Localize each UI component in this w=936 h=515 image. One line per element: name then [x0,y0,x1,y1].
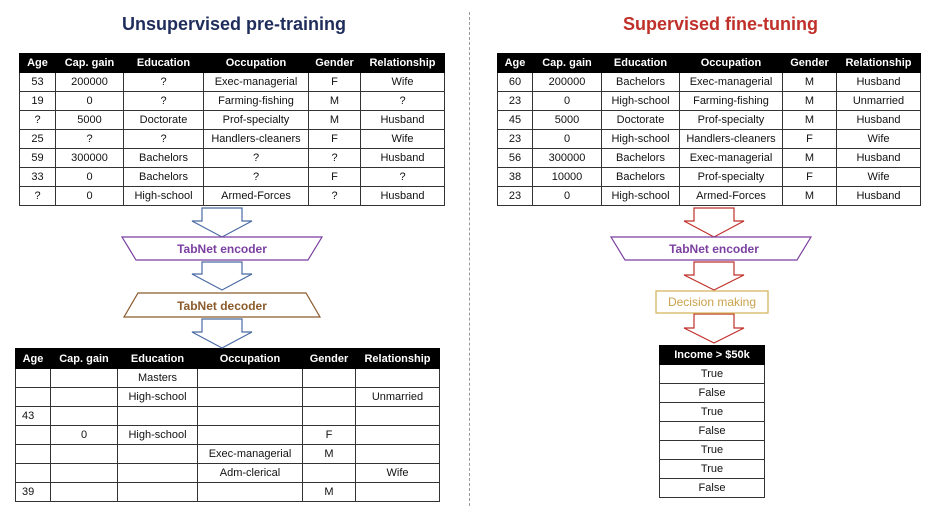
column-header: Education [602,54,680,73]
table-cell: High-school [118,426,198,445]
table-cell: Husband [837,111,921,130]
table-cell: 300000 [533,149,602,168]
income-cell: False [660,479,765,498]
table-cell: Bachelors [602,73,680,92]
table-cell: High-school [602,130,680,149]
column-header: Age [16,349,51,369]
table-cell: 0 [533,92,602,111]
table-cell: 5000 [56,111,124,130]
column-header: Occupation [204,54,309,73]
table-cell: 19 [20,92,56,111]
table-cell: Wife [356,464,440,483]
table-cell: Exec-managerial [198,445,303,464]
table-cell: Bachelors [124,168,204,187]
table-cell: Prof-specialty [680,168,783,187]
table-cell: Husband [361,187,445,206]
table-cell: ? [124,130,204,149]
table-cell: ? [309,149,361,168]
left-encoder-label: TabNet encoder [177,242,267,256]
table-cell: Masters [118,369,198,388]
table-cell: 5000 [533,111,602,130]
table-cell: 53 [20,73,56,92]
column-header: Cap. gain [51,349,118,369]
table-cell: Exec-managerial [680,149,783,168]
table-cell: 0 [56,187,124,206]
table-cell: Adm-clerical [198,464,303,483]
table-cell: 0 [51,426,118,445]
table-cell: 10000 [533,168,602,187]
table-cell: Husband [837,187,921,206]
table-cell: F [303,426,356,445]
table-cell: M [783,92,837,111]
income-cell: True [660,460,765,479]
column-header: Age [498,54,533,73]
table-cell: 0 [56,168,124,187]
table-cell: Farming-fishing [204,92,309,111]
table-cell: High-school [124,187,204,206]
column-header: Age [20,54,56,73]
table-cell: ? [56,130,124,149]
table-cell: M [309,111,361,130]
table-cell: 200000 [533,73,602,92]
table-cell: F [309,73,361,92]
column-header: Education [118,349,198,369]
left-title: Unsupervised pre-training [122,14,347,34]
table-cell: M [303,445,356,464]
table-cell: F [783,168,837,187]
table-cell: Prof-specialty [680,111,783,130]
right-encoder-label: TabNet encoder [669,242,759,256]
table-cell: 23 [498,92,533,111]
table-cell: Wife [837,168,921,187]
table-cell: M [783,187,837,206]
income-cell: False [660,384,765,403]
table-cell: Handlers-cleaners [680,130,783,149]
table-cell: Wife [361,73,445,92]
table-cell: 39 [16,483,51,502]
column-header: Gender [303,349,356,369]
table-cell: Prof-specialty [204,111,309,130]
left-arrow-2 [192,262,252,290]
table-cell: Husband [837,73,921,92]
decision-making-label: Decision making [667,295,757,309]
table-cell: 43 [16,407,51,426]
right-arrow-3 [684,314,744,343]
table-cell: F [783,130,837,149]
income-cell: True [660,403,765,422]
column-header: Occupation [198,349,303,369]
table-cell: Doctorate [124,111,204,130]
table-cell: ? [204,149,309,168]
table-cell: Wife [361,130,445,149]
table-cell: M [783,73,837,92]
table-cell: Wife [837,130,921,149]
table-cell: ? [124,73,204,92]
column-header: Gender [309,54,361,73]
right-title: Supervised fine-tuning [623,14,819,34]
table-cell: ? [361,168,445,187]
column-header: Gender [783,54,837,73]
column-header: Relationship [356,349,440,369]
income-header: Income > $50k [660,346,765,365]
table-cell: 59 [20,149,56,168]
table-cell: High-school [118,388,198,407]
table-cell: 0 [533,187,602,206]
income-cell: True [660,365,765,384]
column-header: Occupation [680,54,783,73]
column-header: Relationship [361,54,445,73]
table-cell: 23 [498,130,533,149]
table-cell: Husband [361,111,445,130]
right-arrow-2 [684,262,744,290]
income-cell: False [660,422,765,441]
table-cell: Armed-Forces [204,187,309,206]
table-cell: ? [361,92,445,111]
column-header: Relationship [837,54,921,73]
table-cell: 200000 [56,73,124,92]
table-cell: Handlers-cleaners [204,130,309,149]
table-cell: Farming-fishing [680,92,783,111]
table-cell: M [309,92,361,111]
table-cell: Exec-managerial [204,73,309,92]
right-arrow-1 [684,208,744,237]
table-cell: 23 [498,187,533,206]
table-cell: 0 [56,92,124,111]
income-cell: True [660,441,765,460]
table-cell: 300000 [56,149,124,168]
table-cell: Exec-managerial [680,73,783,92]
table-cell: Bachelors [124,149,204,168]
table-cell: 56 [498,149,533,168]
left-arrow-1 [192,208,252,237]
table-cell: 60 [498,73,533,92]
table-cell: Armed-Forces [680,187,783,206]
table-cell: M [303,483,356,502]
table-cell: 33 [20,168,56,187]
table-cell: F [309,168,361,187]
table-cell: M [783,149,837,168]
table-cell: 0 [533,130,602,149]
table-cell: ? [204,168,309,187]
table-cell: Bachelors [602,168,680,187]
left-decoder-label: TabNet decoder [177,299,267,313]
table-cell: Unmarried [356,388,440,407]
column-header: Education [124,54,204,73]
table-cell: Husband [837,149,921,168]
table-cell: Husband [361,149,445,168]
table-cell: 45 [498,111,533,130]
column-header: Cap. gain [56,54,124,73]
column-header: Cap. gain [533,54,602,73]
table-cell: 38 [498,168,533,187]
table-cell: ? [309,187,361,206]
left-arrow-3 [192,319,252,348]
table-cell: High-school [602,187,680,206]
table-cell: ? [124,92,204,111]
table-cell: High-school [602,92,680,111]
table-cell: Unmarried [837,92,921,111]
table-cell: Doctorate [602,111,680,130]
table-cell: 25 [20,130,56,149]
table-cell: Bachelors [602,149,680,168]
table-cell: ? [20,111,56,130]
table-cell: M [783,111,837,130]
table-cell: ? [20,187,56,206]
table-cell: F [309,130,361,149]
